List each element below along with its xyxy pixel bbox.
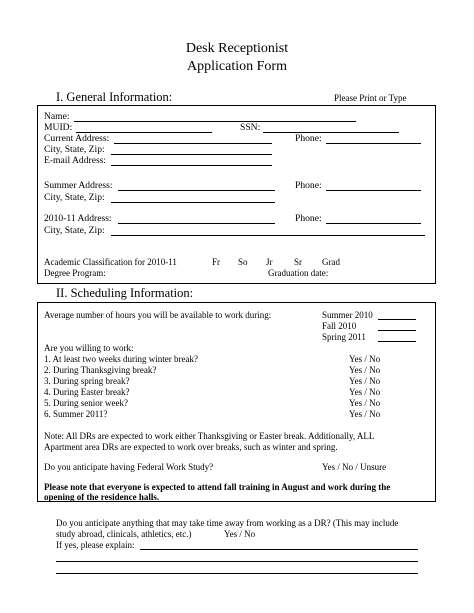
summer-address-label: Summer Address:	[44, 180, 113, 191]
current-address-field[interactable]	[114, 143, 272, 144]
answer-4[interactable]: Yes / No	[349, 387, 381, 397]
answer-5[interactable]: Yes / No	[349, 398, 381, 408]
address-2010-label: 2010-11 Address:	[44, 213, 112, 224]
time-away-question-line2: study abroad, clinicals, athletics, etc.)	[56, 529, 192, 539]
explain-label: If yes, please explain:	[56, 540, 135, 550]
question-2: 2. During Thanksgiving break?	[44, 365, 157, 375]
phone2-field[interactable]	[326, 190, 421, 191]
fws-question: Do you anticipate having Federal Work Study?	[44, 462, 214, 472]
note-line1: Note: All DRs are expected to work either Thanksgiving or Easter break. Additionally, ALL	[44, 431, 375, 441]
time-away-answer[interactable]: Yes / No	[224, 529, 256, 539]
phone2-label: Phone:	[295, 180, 322, 191]
answer-3[interactable]: Yes / No	[349, 376, 381, 386]
address-2010-field[interactable]	[118, 223, 275, 224]
city2-field[interactable]	[111, 202, 275, 203]
section2-heading: II. Scheduling Information:	[56, 286, 194, 300]
city1-label: City, State, Zip:	[44, 144, 105, 155]
question-6: 6. Summer 2011?	[44, 409, 108, 419]
explain-field-line3[interactable]	[56, 573, 418, 574]
willing-label: Are you willing to work:	[44, 343, 134, 353]
time-away-question-line1: Do you anticipate anything that may take time away from working as a DR? (This may include	[56, 518, 399, 528]
graduation-label: Graduation date:	[268, 268, 329, 278]
summer-address-field[interactable]	[118, 190, 275, 191]
answer-2[interactable]: Yes / No	[349, 365, 381, 375]
form-title-line2: Application Form	[187, 59, 287, 74]
summer-2010-hours-field[interactable]	[378, 319, 416, 320]
explain-field-line1[interactable]	[140, 549, 418, 550]
name-label: Name:	[44, 111, 70, 122]
academic-label: Academic Classification for 2010-11	[44, 257, 177, 267]
city1-field[interactable]	[111, 154, 272, 155]
name-field[interactable]	[74, 121, 356, 122]
term-summer-2010: Summer 2010	[322, 310, 373, 320]
class-jr[interactable]: Jr	[266, 257, 273, 267]
class-sr[interactable]: Sr	[294, 257, 303, 267]
explain-field-line2[interactable]	[56, 561, 418, 562]
training-note-line2: opening of the residence halls.	[44, 492, 160, 502]
term-spring-2011: Spring 2011	[322, 332, 366, 342]
muid-label: MUID:	[44, 122, 73, 133]
question-5: 5. During senior week?	[44, 398, 128, 408]
city3-label: City, State, Zip:	[44, 225, 105, 236]
fall-2010-hours-field[interactable]	[378, 330, 416, 331]
training-note-line1: Please note that everyone is expected to attend fall training in August and work during the	[44, 482, 391, 492]
ssn-field[interactable]	[263, 132, 399, 133]
phone3-field[interactable]	[326, 223, 421, 224]
print-note: Please Print or Type	[334, 93, 407, 103]
degree-label: Degree Program:	[44, 268, 106, 278]
note-line2: Apartment area DRs are expected to work over breaks, such as winter and spring.	[44, 442, 338, 452]
current-address-label: Current Address:	[44, 133, 110, 144]
phone1-label: Phone:	[295, 133, 322, 144]
phone3-label: Phone:	[295, 213, 322, 224]
email-field[interactable]	[111, 165, 272, 166]
answer-1[interactable]: Yes / No	[349, 354, 381, 364]
fws-answer[interactable]: Yes / No / Unsure	[322, 462, 387, 472]
answer-6[interactable]: Yes / No	[349, 409, 381, 419]
class-grad[interactable]: Grad	[322, 257, 340, 267]
email-label: E-mail Address:	[44, 155, 107, 166]
spring-2011-hours-field[interactable]	[378, 341, 416, 342]
city3-field[interactable]	[111, 235, 425, 236]
question-4: 4. During Easter break?	[44, 387, 130, 397]
phone1-field[interactable]	[326, 143, 421, 144]
form-title-line1: Desk Receptionist	[185, 41, 289, 56]
hours-question: Average number of hours you will be available to work during:	[44, 310, 272, 320]
term-fall-2010: Fall 2010	[322, 321, 357, 331]
question-3: 3. During spring break?	[44, 376, 130, 386]
question-1: 1. At least two weeks during winter break?	[44, 354, 198, 364]
section1-heading: I. General Information:	[56, 90, 173, 104]
class-fr[interactable]: Fr	[212, 257, 221, 267]
class-so[interactable]: So	[238, 257, 248, 267]
ssn-label: SSN:	[240, 122, 261, 133]
city2-label: City, State, Zip:	[44, 192, 105, 203]
